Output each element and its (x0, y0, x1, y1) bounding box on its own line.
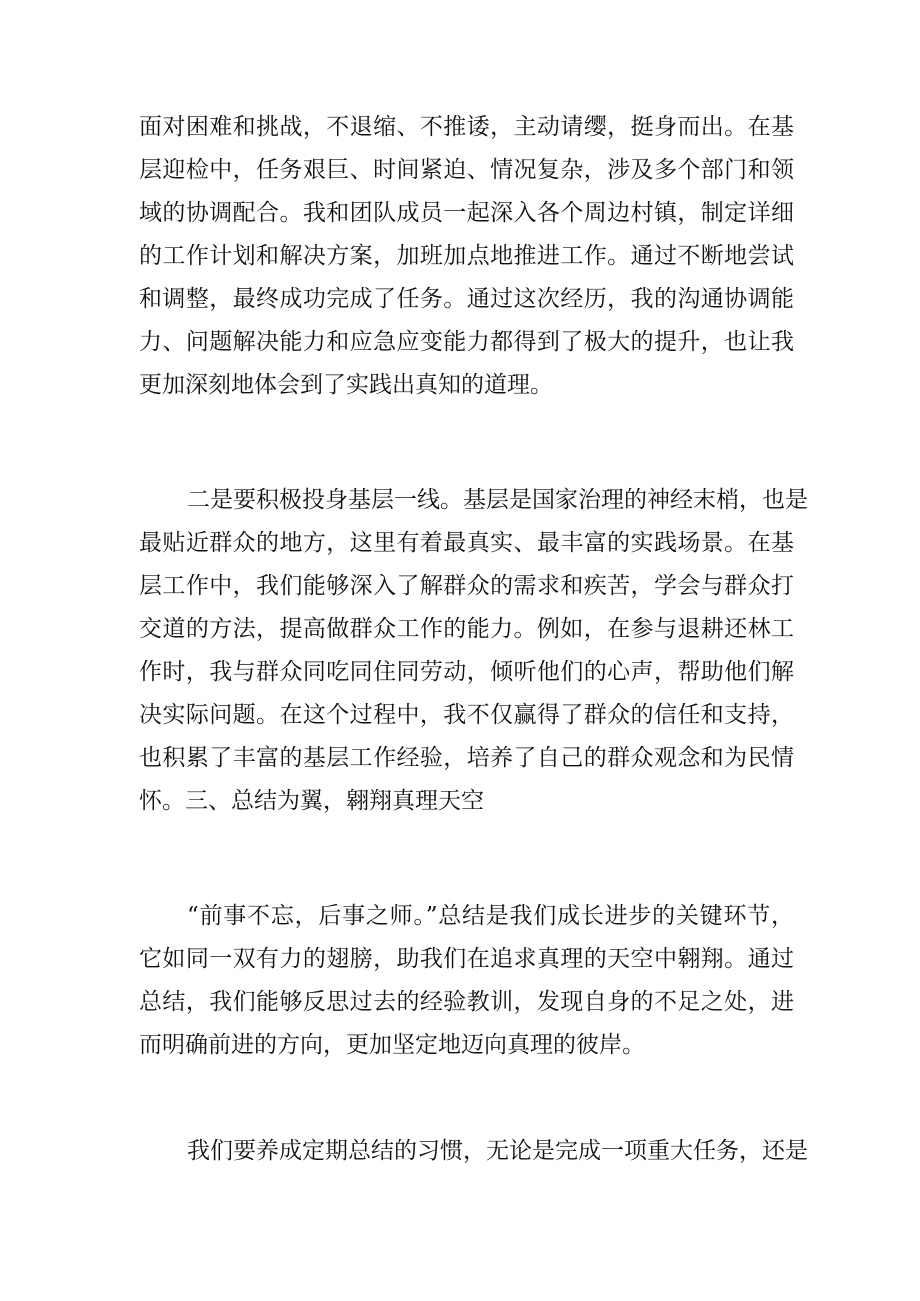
text-line: 力、问题解决能力和应急应变能力都得到了极大的提升，也让我 (139, 329, 794, 355)
text-line: “前事不忘，后事之师。”总结是我们成长进步的关键环节， (187, 903, 794, 929)
text-line: 我们要养成定期总结的习惯，无论是完成一项重大任务，还是 (187, 1138, 808, 1164)
text-line: 作时，我与群众同吃同住同劳动，倾听他们的心声，帮助他们解 (139, 659, 794, 685)
text-line: 而明确前进的方向，更加坚定地迈向真理的彼岸。 (139, 1032, 645, 1058)
text-line: 最贴近群众的地方，这里有着最真实、最丰富的实践场景。在基 (139, 530, 794, 556)
text-line: 层迎检中，任务艰巨、时间紧迫、情况复杂，涉及多个部门和领 (139, 157, 794, 183)
text-line: 和调整，最终成功完成了任务。通过这次经历，我的沟通协调能 (139, 286, 794, 312)
text-line: 层工作中，我们能够深入了解群众的需求和疾苦，学会与群众打 (139, 573, 794, 599)
text-line: 交道的方法，提高做群众工作的能力。例如，在参与退耕还林工 (139, 616, 794, 642)
text-line: 二是要积极投身基层一线。基层是国家治理的神经末梢，也是 (187, 487, 808, 513)
text-line: 怀。三、总结为翼，翱翔真理天空 (139, 788, 484, 814)
text-line: 总结，我们能够反思过去的经验教训，发现自身的不足之处，进 (139, 989, 794, 1015)
text-line: 更加深刻地体会到了实践出真知的道理。 (139, 372, 553, 398)
text-line: 的工作计划和解决方案，加班加点地推进工作。通过不断地尝试 (139, 243, 794, 269)
text-line: 决实际问题。在这个过程中，我不仅赢得了群众的信任和支持， (139, 702, 794, 728)
text-line: 也积累了丰富的基层工作经验，培养了自己的群众观念和为民情 (139, 745, 794, 771)
text-line: 它如同一双有力的翅膀，助我们在追求真理的天空中翱翔。通过 (139, 946, 794, 972)
text-line: 域的协调配合。我和团队成员一起深入各个周边村镇，制定详细 (139, 200, 794, 226)
text-line: 面对困难和挑战，不退缩、不推诿，主动请缨，挺身而出。在基 (139, 114, 794, 140)
